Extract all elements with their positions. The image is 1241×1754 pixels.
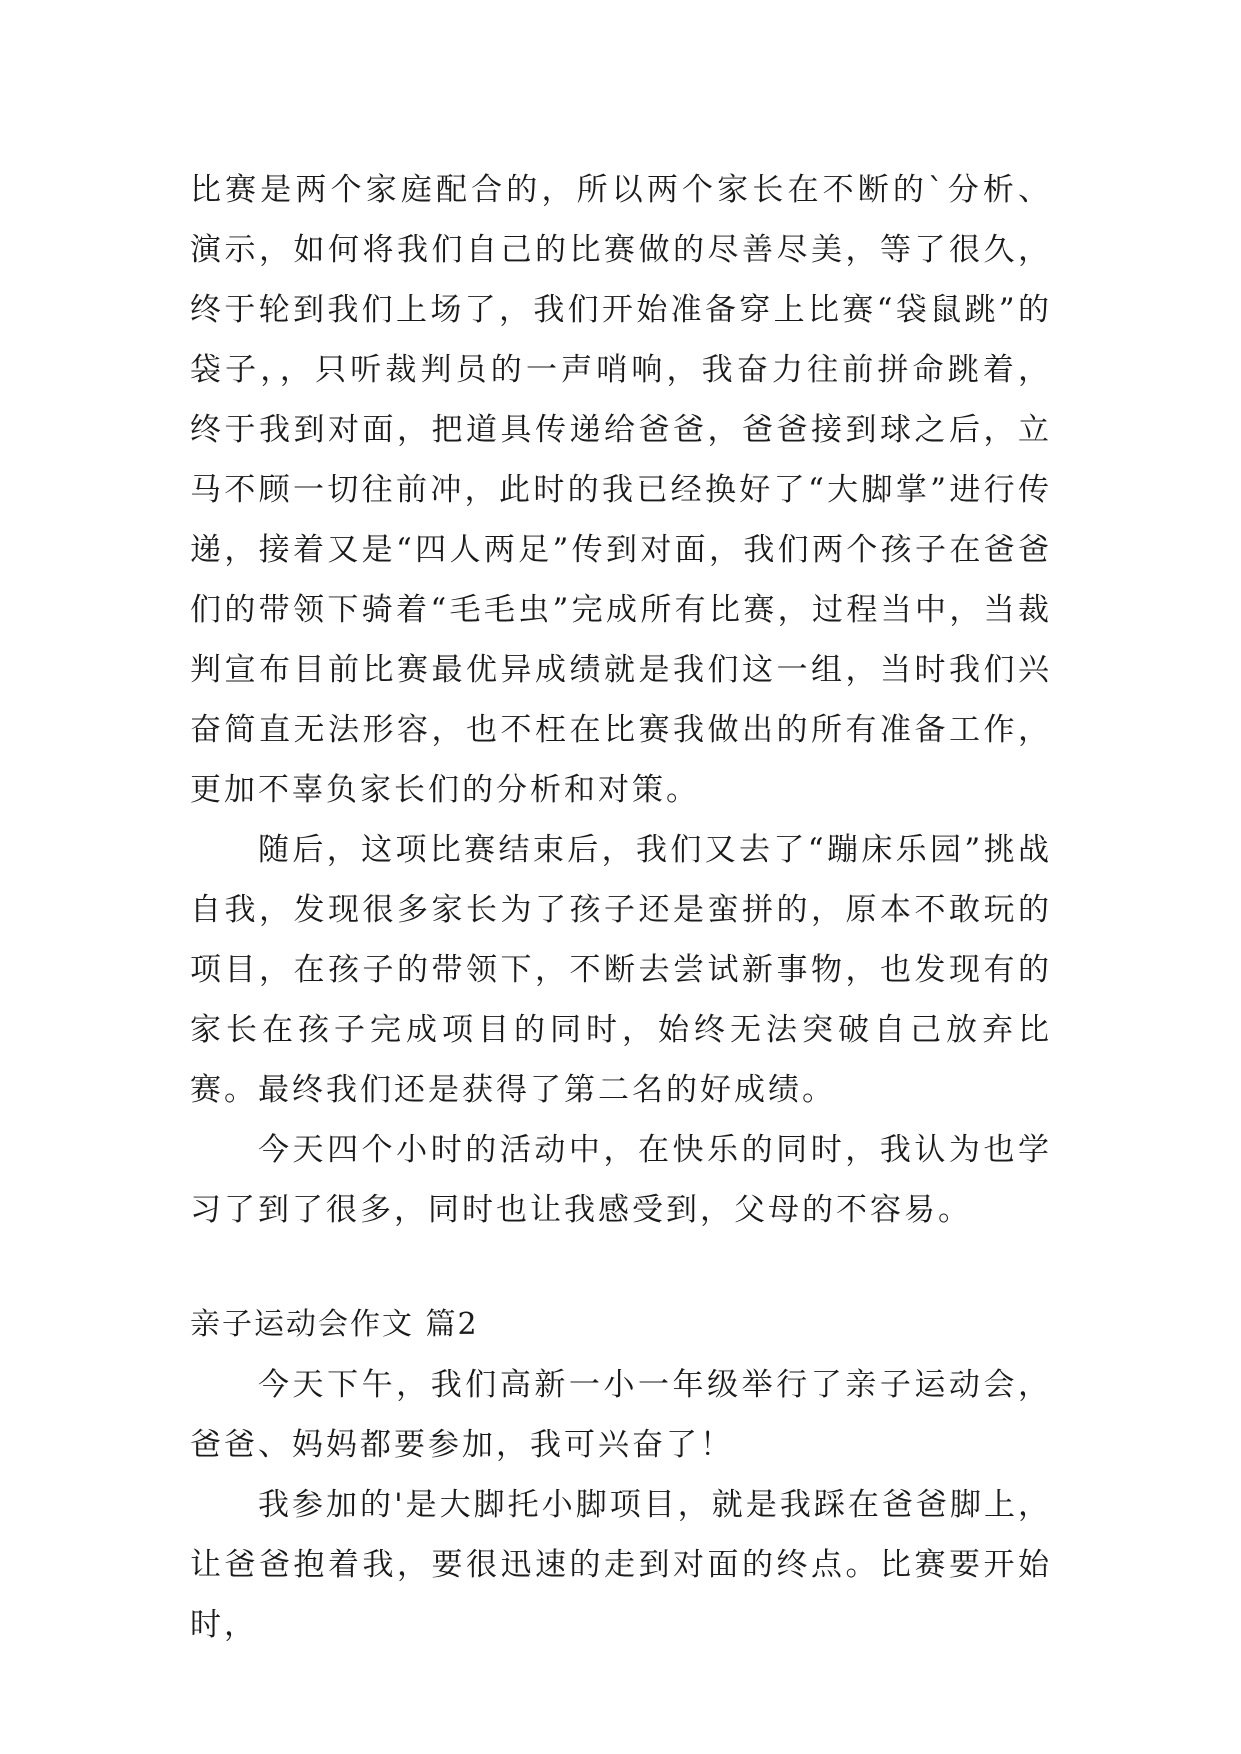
body-paragraph-1: 比赛是两个家庭配合的，所以两个家长在不断的`分析、演示，如何将我们自己的比赛做的尽善尽美，等了很久，终于轮到我们上场了，我们开始准备穿上比赛“袋鼠跳”的袋子，，只听裁判员的一声哨响，我奋力往前拼命跳着，终于我到对面，把道具传递给爸爸，爸爸接到球之后，立马不顾一切往前冲，此时的我已经换好了“大脚掌”进行传递，接着又是“四人两足”传到对面，我们两个孩子在爸爸们的带领下骑着“毛毛虫”完成所有比赛，过程当中，当裁判宣布目前比赛最优异成绩就是我们这一组，当时我们兴奋简直无法形容，也不枉在比赛我做出的所有准备工作，更加不辜负家长们的分析和对策。 [190,172,1052,808]
body-paragraph-4: 今天下午，我们高新一小一年级举行了亲子运动会，爸爸、妈妈都要参加，我可兴奋了！ [190,1367,1052,1463]
body-paragraph-2: 随后，这项比赛结束后，我们又去了“蹦床乐园”挑战自我，发现很多家长为了孩子还是蛮拼的，原本不敢玩的项目，在孩子的带领下，不断去尝试新事物，也发现有的家长在孩子完成项目的同时，始终无法突破自己放弃比赛。最终我们还是获得了第二名的好成绩。 [190,832,1052,1108]
section-heading: 亲子运动会作文 篇2 [190,1307,479,1342]
document-page [190,160,1052,1655]
body-paragraph-3: 今天四个小时的活动中，在快乐的同时，我认为也学习了到了很多，同时也让我感受到，父母的不容易。 [190,1132,1052,1228]
body-paragraph-5: 我参加的'是大脚托小脚项目，就是我踩在爸爸脚上，让爸爸抱着我，要很迅速的走到对面的终点。比赛要开始时， [190,1487,1052,1643]
